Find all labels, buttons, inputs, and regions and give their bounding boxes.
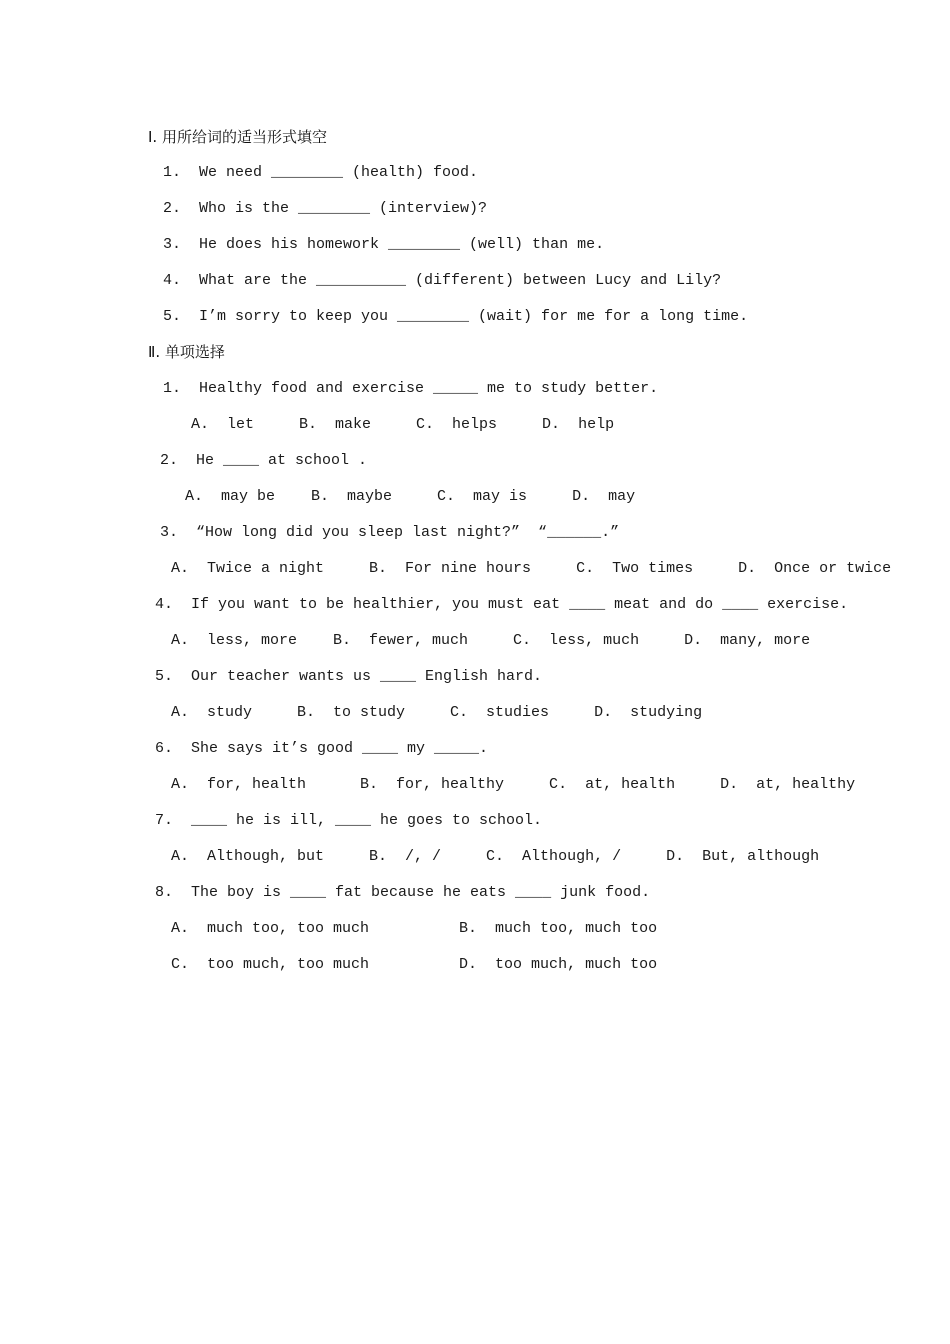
question-2-stem: 2. He ____ at school . [160, 452, 368, 469]
question-5-options: A. study B. to study C. studies D. studying [171, 704, 703, 721]
fill-in-item-1: 1. We need ________ (health) food. [163, 164, 479, 181]
question-1-options: A. let B. make C. helps D. help [191, 416, 615, 433]
question-3-stem: 3. “How long did you sleep last night?” “______.” [160, 524, 620, 541]
fill-in-item-5: 5. I’m sorry to keep you ________ (wait) for me for a long time. [163, 308, 749, 325]
question-7-stem: 7. ____ he is ill, ____ he goes to school. [155, 812, 543, 829]
question-8-options-row-2: C. too much, too much D. too much, much too [171, 956, 658, 973]
fill-in-item-4: 4. What are the __________ (different) between Lucy and Lily? [163, 272, 722, 289]
question-3-options: A. Twice a night B. For nine hours C. Two times D. Once or twice [171, 560, 892, 577]
question-2-options: A. may be B. maybe C. may is D. may [185, 488, 636, 505]
question-1-stem: 1. Healthy food and exercise _____ me to study better. [163, 380, 659, 397]
question-6-options: A. for, health B. for, healthy C. at, health D. at, healthy [171, 776, 856, 793]
fill-in-item-2: 2. Who is the ________ (interview)? [163, 200, 488, 217]
question-4-stem: 4. If you want to be healthier, you must eat ____ meat and do ____ exercise. [155, 596, 849, 613]
question-8-options-row-1: A. much too, too much B. much too, much too [171, 920, 658, 937]
question-6-stem: 6. She says it’s good ____ my _____. [155, 740, 489, 757]
question-8-stem: 8. The boy is ____ fat because he eats ____ junk food. [155, 884, 651, 901]
question-5-stem: 5. Our teacher wants us ____ English hard. [155, 668, 543, 685]
question-7-options: A. Although, but B. /, / C. Although, / D. But, although [171, 848, 820, 865]
section-1-heading: Ⅰ. 用所给词的适当形式填空 [148, 128, 327, 146]
fill-in-item-3: 3. He does his homework ________ (well) than me. [163, 236, 605, 253]
question-4-options: A. less, more B. fewer, much C. less, much D. many, more [171, 632, 811, 649]
section-2-heading: Ⅱ. 单项选择 [148, 343, 225, 361]
